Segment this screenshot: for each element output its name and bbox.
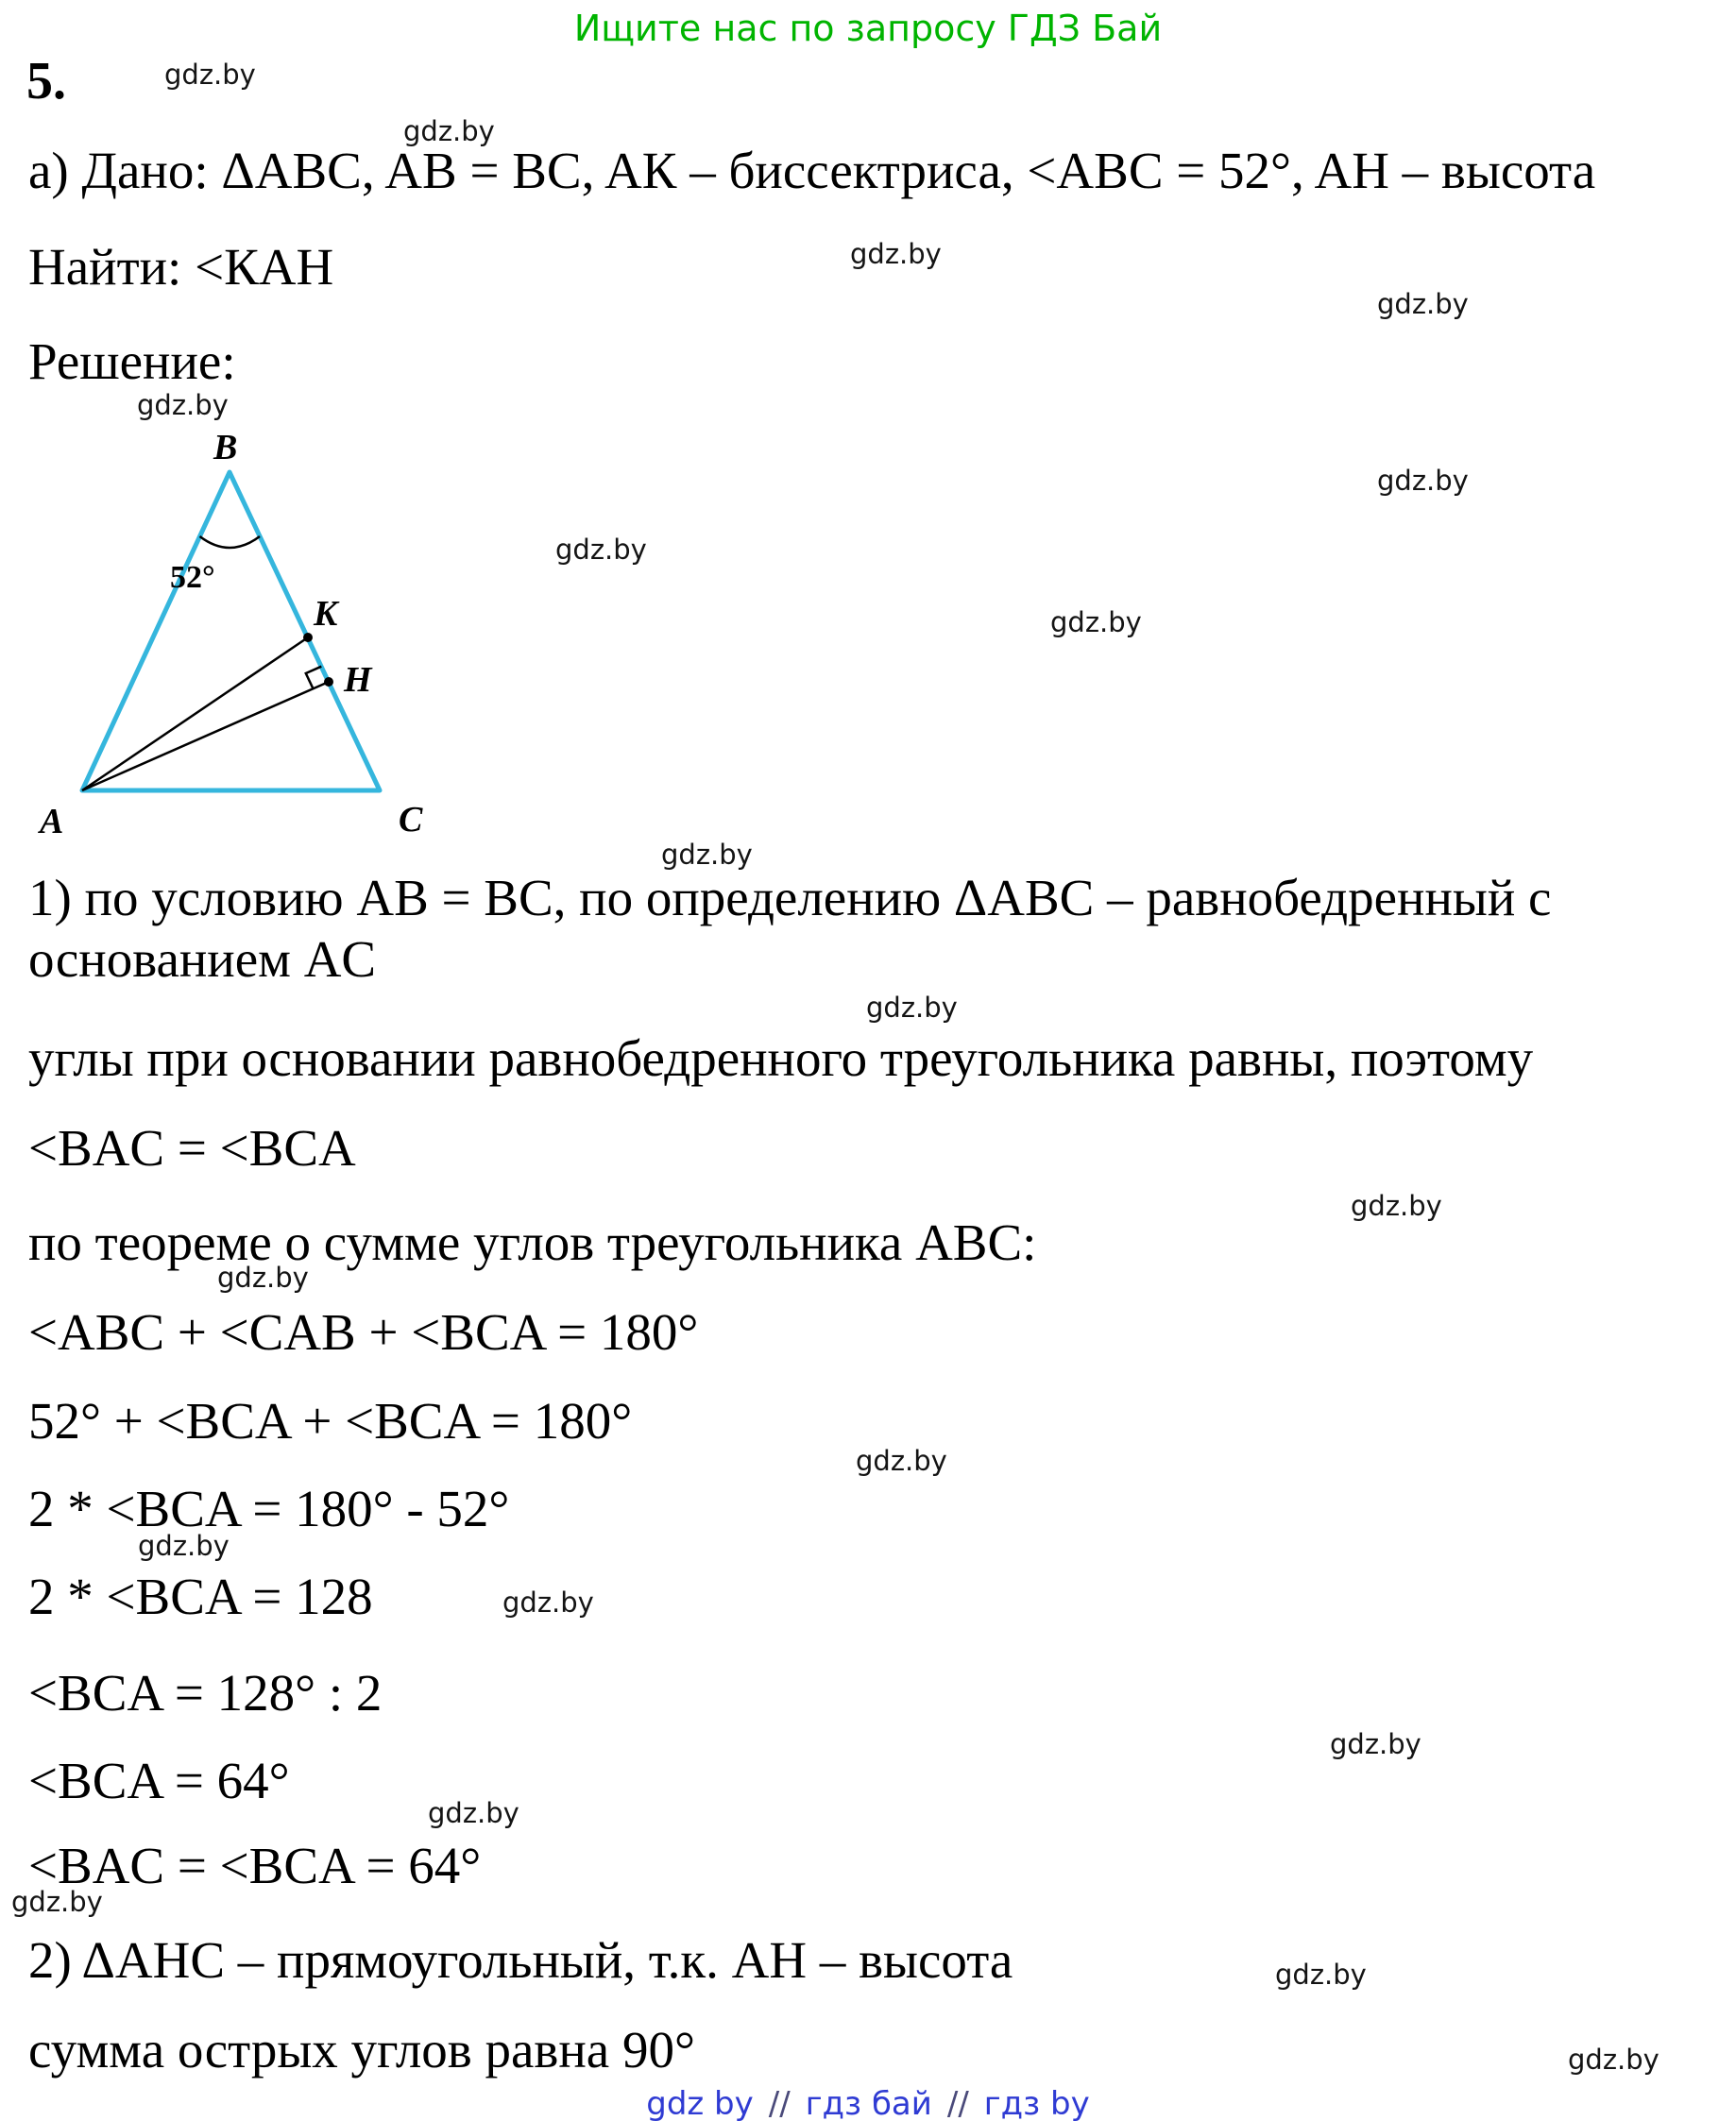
watermark: gdz.by bbox=[138, 1530, 230, 1562]
problem-find: Найти: <КАН bbox=[28, 238, 334, 296]
watermark: gdz.by bbox=[1351, 1190, 1442, 1222]
solution-line: сумма острых углов равна 90° bbox=[28, 2021, 695, 2079]
problem-number: 5. bbox=[26, 52, 66, 110]
watermark: gdz.by bbox=[850, 238, 942, 270]
vertex-b-label: B bbox=[213, 428, 238, 467]
point-k-dot bbox=[303, 633, 313, 642]
watermark: gdz.by bbox=[1050, 606, 1142, 638]
solution-line: 52° + <BCA + <BCA = 180° bbox=[28, 1392, 633, 1450]
solution-line: <BAC = <BCA = 64° bbox=[28, 1837, 482, 1894]
watermark: gdz.by bbox=[661, 839, 753, 871]
point-h-dot bbox=[324, 677, 333, 687]
watermark: gdz.by bbox=[555, 534, 647, 566]
solution-line: 2 * <BCA = 180° - 52° bbox=[28, 1480, 510, 1537]
vertex-c-label: C bbox=[399, 800, 423, 840]
watermark: gdz.by bbox=[164, 59, 256, 91]
watermark: gdz.by bbox=[856, 1445, 947, 1477]
angle-b-label: 52° bbox=[170, 560, 215, 595]
footer-link[interactable]: gdz by bbox=[646, 2085, 754, 2121]
triangle-diagram bbox=[28, 416, 472, 859]
solution-line: <BCA = 64° bbox=[28, 1752, 290, 1809]
watermark: gdz.by bbox=[1377, 288, 1469, 320]
solution-line: 2) ΔАНС – прямоугольный, т.к. АН – высота bbox=[28, 1931, 1013, 1989]
solution-line: 1) по условию AB = BC, по определению ΔABC – равнобедренный с bbox=[28, 869, 1552, 926]
problem-given: а) Дано: ΔABC, AB = BC, AК – биссектриса, <ABC = 52°, AН – высота bbox=[28, 142, 1596, 199]
watermark: gdz.by bbox=[11, 1886, 103, 1918]
watermark: gdz.by bbox=[866, 992, 958, 1024]
solution-line: <BAC = <BCA bbox=[28, 1119, 356, 1177]
footer-separator: // bbox=[946, 2085, 969, 2121]
footer-separator: // bbox=[768, 2085, 791, 2121]
solution-line: по теореме о сумме углов треугольника ABC: bbox=[28, 1213, 1037, 1271]
watermark: gdz.by bbox=[403, 115, 495, 147]
watermark: gdz.by bbox=[1377, 465, 1469, 497]
solution-heading: Решение: bbox=[28, 332, 236, 390]
footer-link[interactable]: гдз бай bbox=[805, 2085, 932, 2121]
point-h-label: H bbox=[344, 660, 372, 700]
altitude-ah-line bbox=[82, 682, 329, 790]
solution-line: <ABC + <CAB + <BCA = 180° bbox=[28, 1303, 699, 1361]
watermark: gdz.by bbox=[137, 389, 229, 421]
point-k-label: K bbox=[314, 594, 338, 634]
watermark: gdz.by bbox=[1330, 1728, 1421, 1760]
footer bbox=[0, 2085, 1736, 2121]
watermark: gdz.by bbox=[217, 1262, 309, 1294]
watermark: gdz.by bbox=[1275, 1959, 1367, 1991]
solution-line: углы при основании равнобедренного треугольника равны, поэтому bbox=[28, 1029, 1534, 1087]
footer-link[interactable]: гдз by bbox=[983, 2085, 1090, 2121]
vertex-a-label: A bbox=[40, 802, 64, 841]
solution-line: <BCA = 128° : 2 bbox=[28, 1664, 383, 1722]
header-notice: Ищите нас по запросу ГДЗ Бай bbox=[573, 8, 1163, 49]
watermark: gdz.by bbox=[1568, 2044, 1659, 2076]
solution-line: основанием AC bbox=[28, 930, 377, 988]
watermark: gdz.by bbox=[428, 1797, 519, 1829]
watermark: gdz.by bbox=[502, 1587, 594, 1619]
angle-arc bbox=[200, 536, 261, 548]
solution-line: 2 * <BCA = 128 bbox=[28, 1568, 373, 1625]
